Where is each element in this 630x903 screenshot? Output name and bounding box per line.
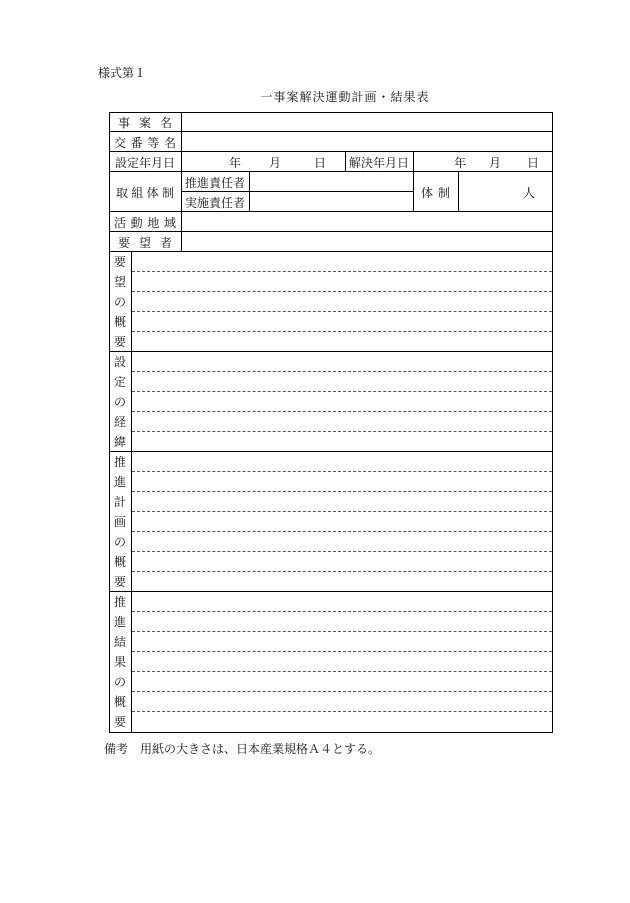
- set-date-year-unit: 年: [229, 155, 242, 170]
- executor-label: 実施責任者: [184, 195, 245, 210]
- section-setting-background-label: 設 定 の 経 緯: [113, 355, 126, 449]
- set-date-month-unit: 月: [269, 155, 282, 170]
- section-request-summary-label: 要 望 の 概 要: [113, 255, 126, 349]
- resolve-date-year-unit: 年: [454, 155, 467, 170]
- activity-area-label: 活 動 地 域: [114, 215, 176, 230]
- set-date-day-unit: 日: [314, 155, 327, 170]
- station-name-label: 交 番 等 名: [114, 135, 176, 150]
- form-id: 様式第１: [98, 66, 147, 80]
- section-plan-summary-label: 推 進 計 画 の 概 要: [113, 455, 126, 589]
- resolve-date-month-unit: 月: [489, 155, 502, 170]
- requester-label: 要 望 者: [118, 235, 172, 250]
- case-name-label: 事 案 名: [118, 115, 172, 130]
- section-result-summary-label: 推 進 結 果 の 概 要: [113, 595, 126, 729]
- org-system-label: 取 組 体 制: [116, 185, 174, 200]
- set-date-label: 設定年月日: [114, 155, 175, 170]
- resolve-date-label: 解決年月日: [348, 155, 409, 170]
- resolve-date-day-unit: 日: [527, 155, 540, 170]
- system-label: 体 制: [421, 185, 450, 200]
- remarks-note: 備考 用紙の大きさは、日本産業規格Ａ４とする。: [104, 742, 381, 756]
- form-title: 一事案解決運動計画・結果表: [260, 90, 430, 104]
- person-unit: 人: [523, 185, 536, 200]
- promoter-label: 推進責任者: [184, 175, 245, 190]
- plan-result-table: [109, 112, 552, 732]
